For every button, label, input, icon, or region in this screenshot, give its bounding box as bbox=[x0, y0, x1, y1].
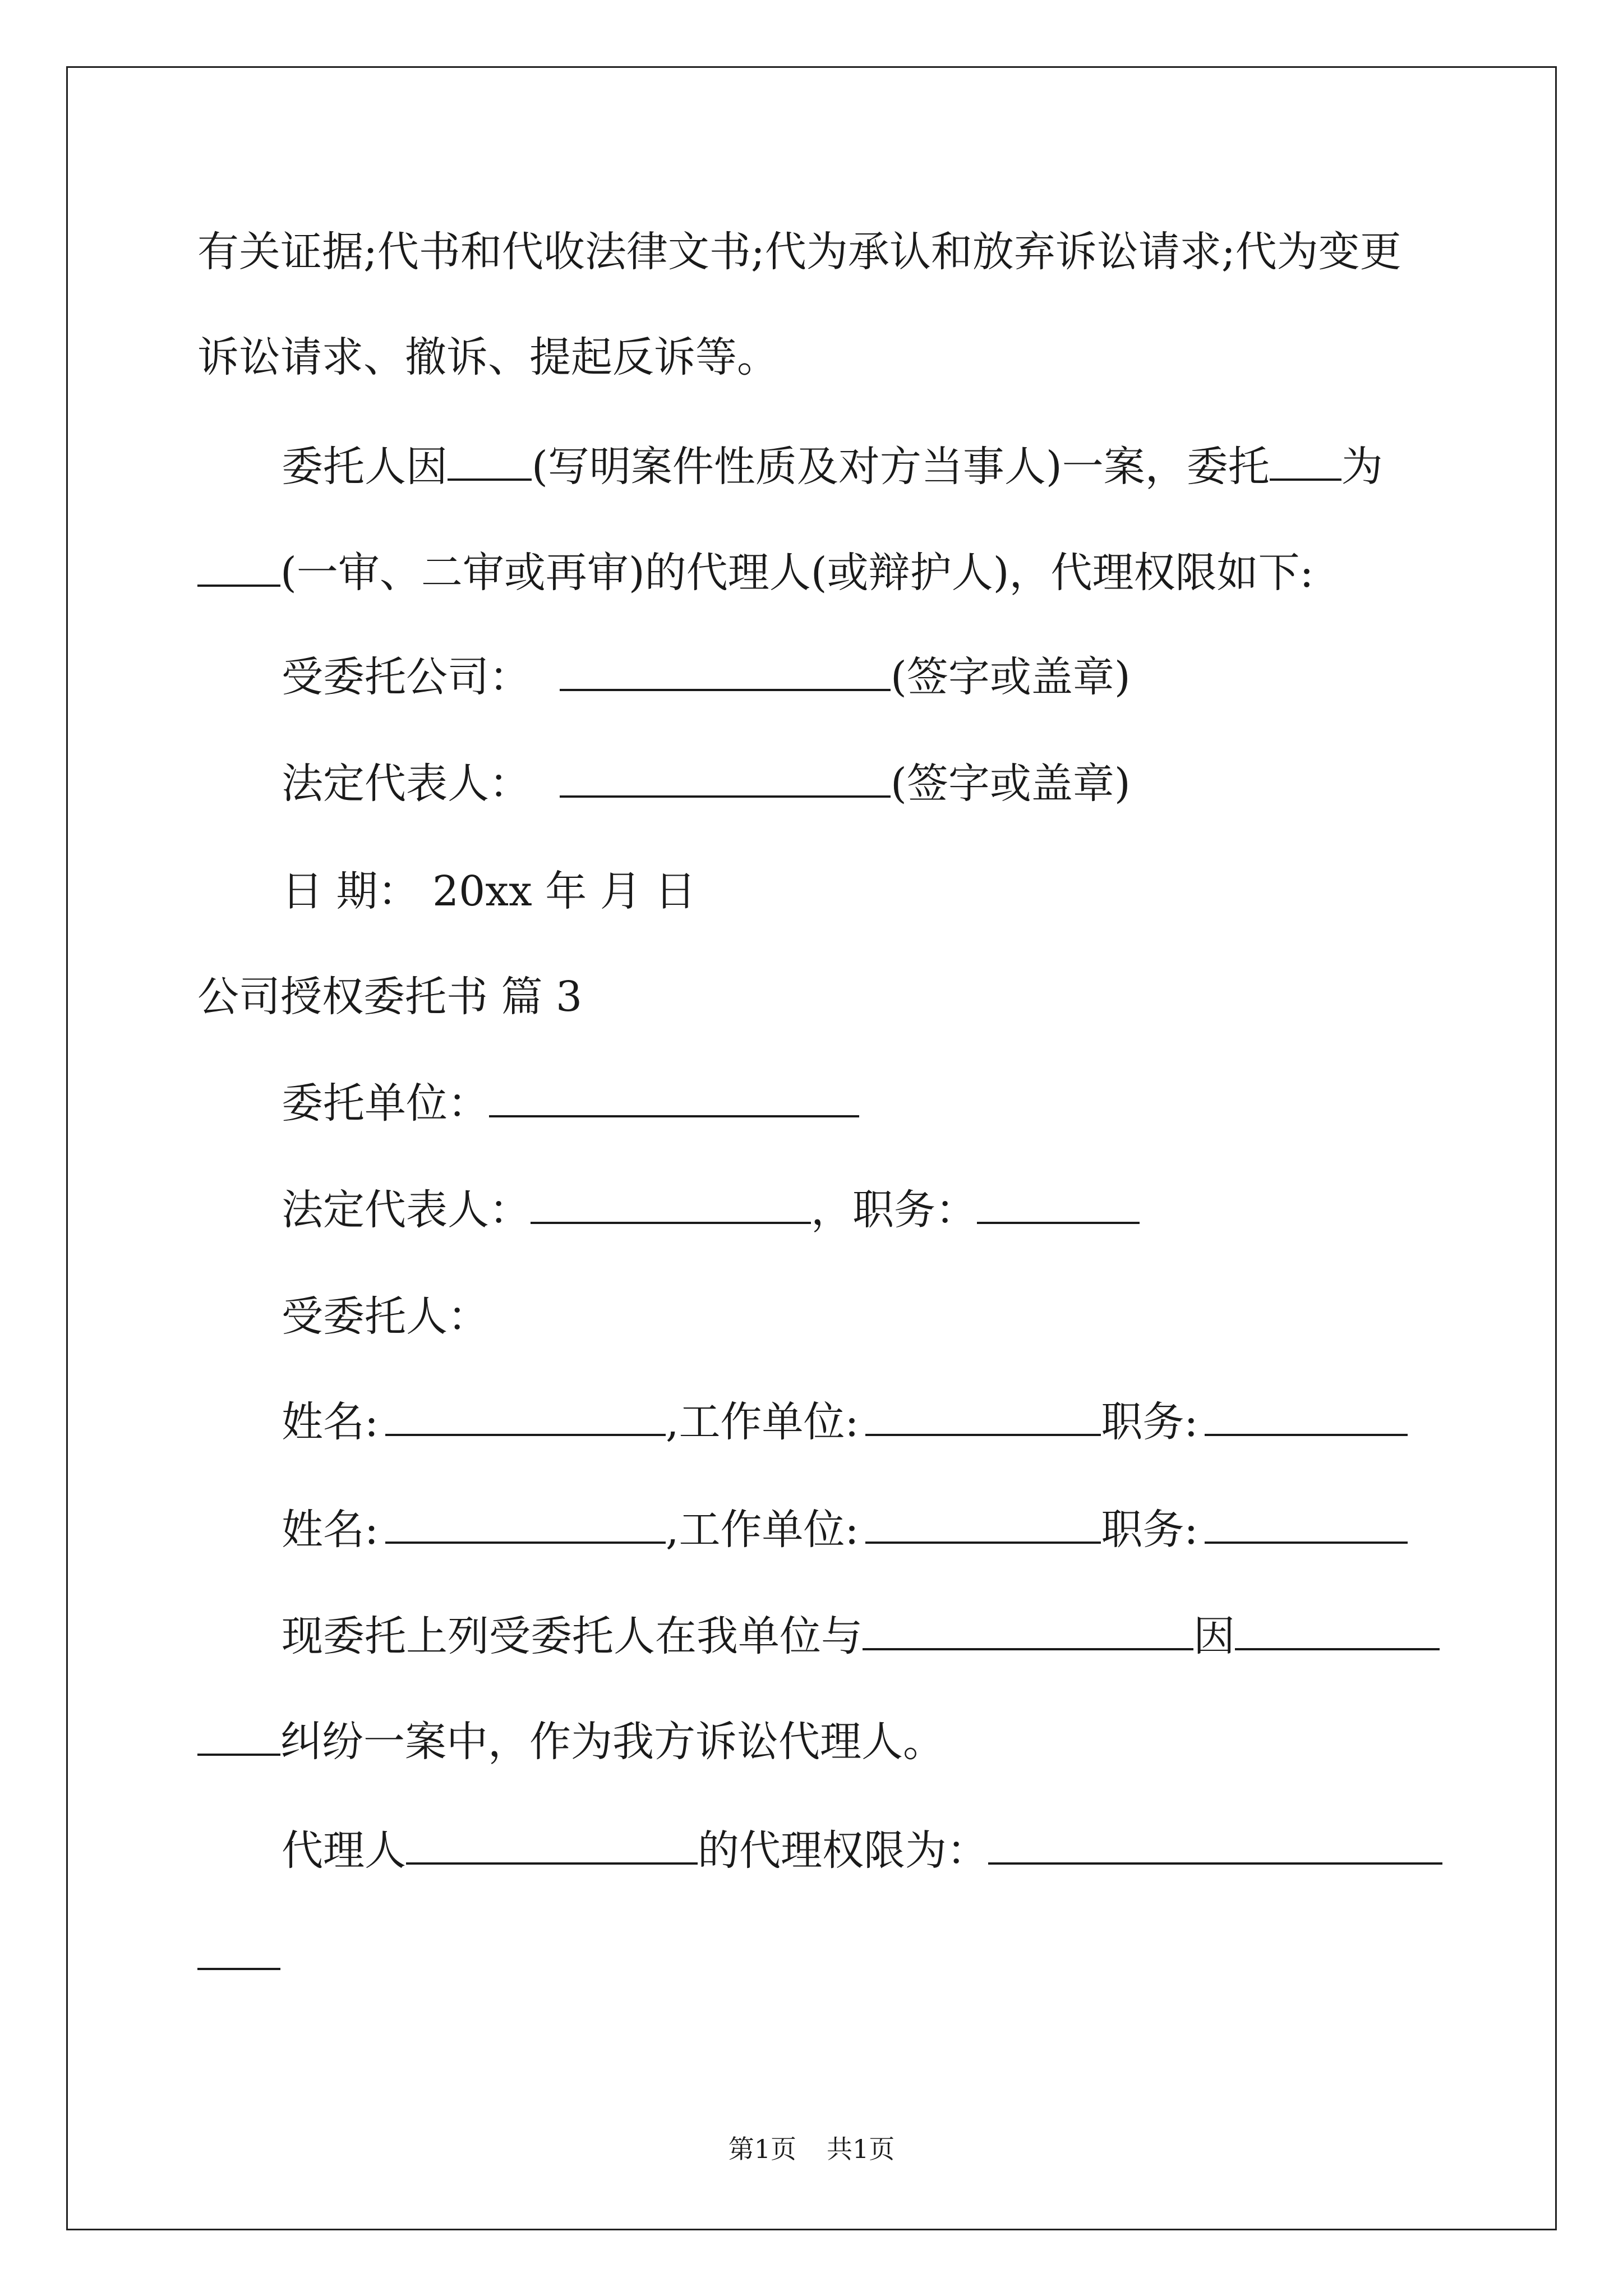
label: 法定代表人： bbox=[282, 1186, 531, 1234]
text-segment: 现委托上列受委托人在我单位与 bbox=[282, 1612, 863, 1660]
paragraph-line-2 bbox=[197, 333, 778, 381]
label: 职务: bbox=[1101, 1398, 1198, 1446]
label: ,工作单位: bbox=[665, 1398, 859, 1446]
label: 姓名: bbox=[282, 1398, 379, 1446]
text-segment: 因 bbox=[1193, 1612, 1235, 1660]
trustee-1-line bbox=[282, 1398, 1408, 1446]
entrusting-unit-line bbox=[282, 1079, 859, 1128]
legal-representative-line bbox=[282, 760, 1131, 808]
entrusting-unit-field[interactable] bbox=[489, 1083, 859, 1117]
label: 姓名: bbox=[282, 1506, 379, 1554]
sign-note: (签字或盖章) bbox=[891, 760, 1131, 808]
label: 受委托人： bbox=[282, 1292, 489, 1341]
sign-note: (签字或盖章) bbox=[891, 653, 1131, 701]
trustee-1-name-field[interactable] bbox=[385, 1401, 666, 1436]
section-heading bbox=[197, 973, 583, 1021]
legal-rep-position-field[interactable] bbox=[977, 1189, 1140, 1224]
agent-authority-line bbox=[282, 1826, 1442, 1875]
dispute-cause-field[interactable] bbox=[1235, 1616, 1440, 1650]
entrustment-line-1 bbox=[282, 1612, 1440, 1660]
entrustment-line-2 bbox=[197, 1718, 944, 1766]
text-segment: (一审、二审或再审)的代理人(或辩护人)，代理权限如下: bbox=[280, 549, 1314, 597]
entrusted-company-line bbox=[282, 653, 1131, 701]
label: ,工作单位: bbox=[665, 1506, 859, 1554]
label: 委托单位： bbox=[282, 1079, 489, 1128]
opposing-party-field[interactable] bbox=[863, 1616, 1193, 1650]
paragraph-line-4 bbox=[197, 549, 1314, 597]
section-title: 公司授权委托书 篇 3 bbox=[197, 973, 583, 1021]
text-segment: 为 bbox=[1341, 443, 1383, 491]
text-line: 有关证据;代书和代收法律文书;代为承认和放弃诉讼请求;代为变更 bbox=[197, 228, 1401, 276]
agent-authority-continued-field[interactable] bbox=[197, 1935, 280, 1970]
legal-rep-name-field[interactable] bbox=[531, 1189, 811, 1224]
label: 受委托公司： bbox=[282, 653, 531, 701]
trustee-2-name-field[interactable] bbox=[385, 1509, 666, 1544]
label: 的代理权限为： bbox=[698, 1826, 988, 1875]
legal-representative-signature-field[interactable] bbox=[560, 763, 891, 798]
text-segment: 纠纷一案中，作为我方诉讼代理人。 bbox=[280, 1718, 944, 1766]
trustee-2-workplace-field[interactable] bbox=[865, 1509, 1101, 1544]
trustee-1-position-field[interactable] bbox=[1205, 1401, 1408, 1436]
total-pages: 共1页 bbox=[827, 2134, 895, 2164]
legal-rep-position-line bbox=[282, 1186, 1140, 1234]
blank-underline[interactable] bbox=[448, 446, 532, 481]
trustee-2-position-field[interactable] bbox=[1205, 1509, 1408, 1544]
text-segment: 委托人因 bbox=[282, 443, 448, 491]
trustee-heading-line bbox=[282, 1292, 489, 1341]
label: ，职务： bbox=[811, 1186, 977, 1234]
agent-authority-continued-line bbox=[197, 1935, 280, 1977]
blank-underline[interactable] bbox=[1270, 446, 1341, 481]
page-footer bbox=[0, 2136, 1623, 2162]
trustee-2-line bbox=[282, 1506, 1408, 1554]
entrusted-company-signature-field[interactable] bbox=[560, 656, 891, 691]
date-line bbox=[282, 867, 697, 915]
blank-underline[interactable] bbox=[197, 552, 280, 587]
label: 代理人 bbox=[282, 1826, 406, 1875]
text-segment: (写明案件性质及对方当事人)一案，委托 bbox=[532, 443, 1270, 491]
label: 职务: bbox=[1101, 1506, 1198, 1554]
page-number: 第1页 bbox=[728, 2134, 796, 2164]
trustee-1-workplace-field[interactable] bbox=[865, 1401, 1101, 1436]
agent-authority-field[interactable] bbox=[988, 1830, 1442, 1865]
paragraph-line-1 bbox=[197, 228, 1401, 276]
dispute-cause-continued-field[interactable] bbox=[197, 1721, 280, 1756]
page-border bbox=[66, 66, 1557, 2230]
agent-name-field[interactable] bbox=[406, 1830, 698, 1865]
paragraph-line-3 bbox=[282, 443, 1383, 491]
text-line: 诉讼请求、撤诉、提起反诉等。 bbox=[197, 333, 778, 381]
label: 法定代表人： bbox=[282, 760, 531, 808]
date-text: 日 期： 20xx 年 月 日 bbox=[282, 867, 697, 915]
